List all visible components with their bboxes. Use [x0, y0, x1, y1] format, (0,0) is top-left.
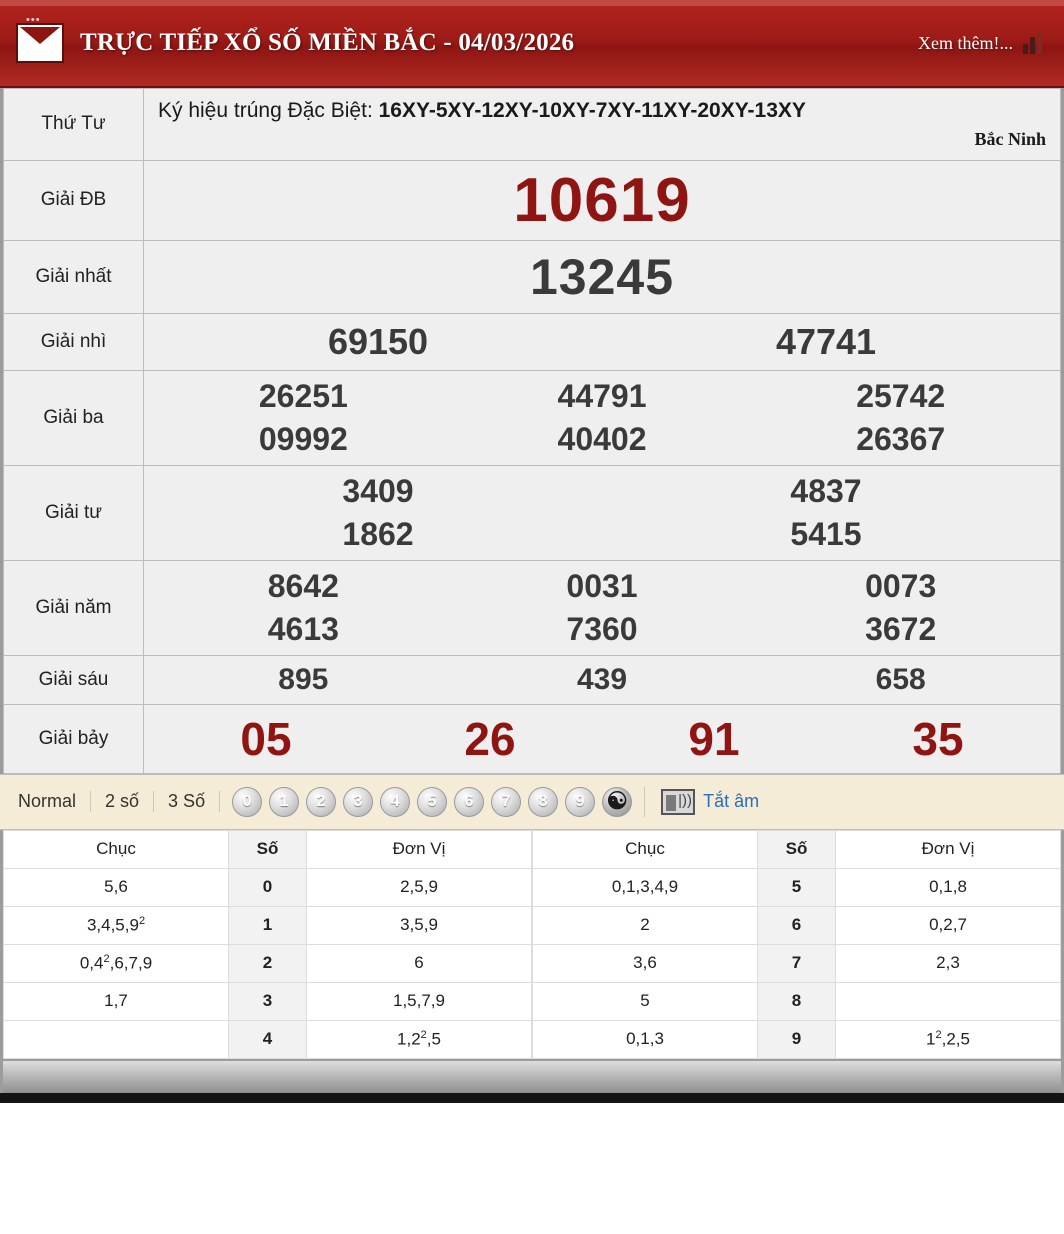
stats-so: 4	[229, 1020, 307, 1058]
digit-ball-6[interactable]: 6	[454, 787, 484, 817]
prize-number: 13245	[529, 248, 675, 305]
window-footer	[0, 1059, 1064, 1093]
stats-header-donvi: Đơn Vị	[836, 830, 1061, 868]
sound-toggle-label[interactable]: Tắt âm	[703, 791, 760, 812]
prize-number: 895	[278, 662, 329, 696]
prize-values-2	[144, 313, 1061, 370]
special-code-label: Ký hiệu trúng Đặc Biệt:	[158, 99, 373, 122]
table-row	[533, 868, 1061, 906]
stats-chuc	[4, 1020, 229, 1058]
prize-number: 25742	[856, 377, 946, 414]
digit-ball-5[interactable]: 5	[417, 787, 447, 817]
prize-number: 09992	[258, 420, 348, 457]
table-row	[4, 465, 1061, 560]
prize-number: 40402	[557, 420, 647, 457]
prize-number: 26	[464, 712, 516, 765]
prize-values-db	[144, 160, 1061, 240]
stats-donvi: 1,5,7,9	[307, 982, 532, 1020]
stats-header-row	[533, 830, 1061, 868]
digit-ball-0[interactable]: 0	[232, 787, 262, 817]
prize-number: 439	[576, 662, 628, 696]
prize-label-4: Giải tư	[4, 465, 144, 560]
stats-donvi: 0,1,8	[836, 868, 1061, 906]
prize-number: 44791	[557, 377, 647, 414]
digit-ball-9[interactable]: 9	[565, 787, 595, 817]
stats-chuc: 3,4,5,9$^2$	[4, 906, 229, 944]
special-code-cell	[144, 89, 1061, 161]
prize-number: 0073	[865, 567, 937, 604]
prize-row	[154, 565, 1050, 608]
weekday-label: Thứ Tư	[4, 89, 144, 161]
stats-donvi: $1,2^2,5$	[307, 1020, 532, 1058]
table-row-header	[4, 89, 1061, 161]
table-row	[4, 560, 1061, 655]
filter-2-digits-button[interactable]: 2 số	[91, 791, 154, 812]
stats-donvi: 3,5,9	[307, 906, 532, 944]
table-row	[4, 655, 1061, 704]
filter-3-digits-button[interactable]: 3 Số	[154, 791, 220, 812]
results-table	[3, 88, 1061, 774]
prize-number: 7360	[566, 610, 638, 647]
prize-number: 4613	[267, 610, 339, 647]
prize-number: 5415	[790, 515, 862, 552]
prize-values-6	[144, 655, 1061, 704]
prize-number: 05	[240, 712, 292, 765]
prize-values-1	[144, 240, 1061, 313]
stats-donvi	[836, 982, 1061, 1020]
table-row	[4, 240, 1061, 313]
prize-number: 3672	[865, 610, 937, 647]
prize-row	[154, 709, 1050, 769]
prize-label-5: Giải năm	[4, 560, 144, 655]
stats-table-left	[3, 830, 532, 1059]
page-title: TRỰC TIẾP XỔ SỐ MIỀN BẮC - 04/03/2026	[80, 29, 575, 56]
table-row	[4, 370, 1061, 465]
province-name: Bắc Ninh	[974, 129, 1046, 150]
table-row	[4, 704, 1061, 773]
prize-label-6: Giải sáu	[4, 655, 144, 704]
stats-so: 2	[229, 944, 307, 982]
prize-number: 91	[688, 712, 740, 765]
prize-number: 10619	[513, 165, 691, 235]
digit-ball-1[interactable]: 1	[269, 787, 299, 817]
stats-chuc: 1,7	[4, 982, 229, 1020]
table-row	[533, 1020, 1061, 1058]
antenna-decor-icon: •••	[26, 14, 41, 26]
table-row	[533, 982, 1061, 1020]
table-row	[4, 868, 532, 906]
digit-ball-2[interactable]: 2	[306, 787, 336, 817]
table-row	[4, 944, 532, 982]
stats-chuc: 5	[533, 982, 758, 1020]
stats-so: 8	[758, 982, 836, 1020]
stats-so: 1	[229, 906, 307, 944]
table-row	[533, 944, 1061, 982]
prize-row	[154, 418, 1050, 461]
stats-header-so: Số	[758, 830, 836, 868]
prize-number: 8642	[267, 567, 339, 604]
see-more-link[interactable]: Xem thêm!...	[918, 32, 1013, 53]
prize-row	[154, 375, 1050, 418]
table-row	[533, 906, 1061, 944]
stats-header-chuc: Chục	[4, 830, 229, 868]
stats-so: 0	[229, 868, 307, 906]
stats-so: 3	[229, 982, 307, 1020]
prize-row	[154, 245, 1050, 309]
sound-toggle[interactable]	[651, 789, 759, 815]
signal-bars-icon	[1023, 32, 1042, 54]
digit-ball-7[interactable]: 7	[491, 787, 521, 817]
stats-so: 6	[758, 906, 836, 944]
prize-number: 26251	[258, 377, 348, 414]
stats-donvi: 2,5,9	[307, 868, 532, 906]
results-frame	[0, 88, 1064, 774]
stats-chuc: 2	[533, 906, 758, 944]
prize-number: 35	[912, 712, 964, 765]
prize-number: 69150	[327, 320, 429, 362]
prize-row	[154, 513, 1050, 556]
stats-chuc: $0,4^2,6,7,9$	[4, 944, 229, 982]
stats-header-row	[4, 830, 532, 868]
title-bar	[0, 0, 1064, 88]
stats-chuc: 3,6	[533, 944, 758, 982]
table-row	[4, 313, 1061, 370]
digit-filter-balls	[220, 787, 645, 817]
digit-ball-3[interactable]: 3	[343, 787, 373, 817]
prize-row	[154, 608, 1050, 651]
stats-donvi: $1^2,2,5$	[836, 1020, 1061, 1058]
prize-row	[154, 165, 1050, 236]
prize-row	[154, 318, 1050, 366]
prize-values-3	[144, 370, 1061, 465]
prize-values-5	[144, 560, 1061, 655]
table-row	[4, 1020, 532, 1058]
prize-number: 1862	[342, 515, 414, 552]
stats-table-right	[532, 830, 1061, 1059]
stats-chuc: 5,6	[4, 868, 229, 906]
prize-number: 658	[875, 662, 926, 696]
title-bar-actions	[918, 32, 1048, 54]
prize-number: 47741	[775, 320, 877, 362]
table-row	[4, 982, 532, 1020]
digit-ball-4[interactable]: 4	[380, 787, 410, 817]
mode-normal-button[interactable]: Normal	[10, 791, 91, 812]
stats-chuc: 0,1,3	[533, 1020, 758, 1058]
stats-so: 7	[758, 944, 836, 982]
prize-label-7: Giải bảy	[4, 704, 144, 773]
stats-chuc: 0,1,3,4,9	[533, 868, 758, 906]
table-row	[4, 160, 1061, 240]
prize-label-db: Giải ĐB	[4, 160, 144, 240]
stats-header-chuc: Chục	[533, 830, 758, 868]
prize-row	[154, 470, 1050, 513]
prize-number: 4837	[790, 472, 862, 509]
stats-header-donvi: Đơn Vị	[307, 830, 532, 868]
stats-section	[0, 830, 1064, 1059]
stats-so: 5	[758, 868, 836, 906]
prize-values-4	[144, 465, 1061, 560]
prize-label-2: Giải nhì	[4, 313, 144, 370]
prize-number: 3409	[342, 472, 414, 509]
prize-number: 26367	[856, 420, 946, 457]
yin-yang-icon[interactable]	[602, 787, 632, 817]
table-row	[4, 906, 532, 944]
speaker-icon	[661, 789, 695, 815]
digit-ball-8[interactable]: 8	[528, 787, 558, 817]
prize-row	[154, 660, 1050, 700]
control-bar	[0, 774, 1064, 830]
mail-icon	[16, 14, 64, 63]
prize-label-1: Giải nhất	[4, 240, 144, 313]
prize-values-7	[144, 704, 1061, 773]
stats-donvi: 6	[307, 944, 532, 982]
prize-number: 0031	[566, 567, 638, 604]
stats-so: 9	[758, 1020, 836, 1058]
stats-donvi: 2,3	[836, 944, 1061, 982]
prize-label-3: Giải ba	[4, 370, 144, 465]
stats-header-so: Số	[229, 830, 307, 868]
window-bottom-edge	[0, 1093, 1064, 1103]
stats-donvi: 0,2,7	[836, 906, 1061, 944]
special-code-value: 16XY-5XY-12XY-10XY-7XY-11XY-20XY-13XY	[378, 99, 806, 122]
